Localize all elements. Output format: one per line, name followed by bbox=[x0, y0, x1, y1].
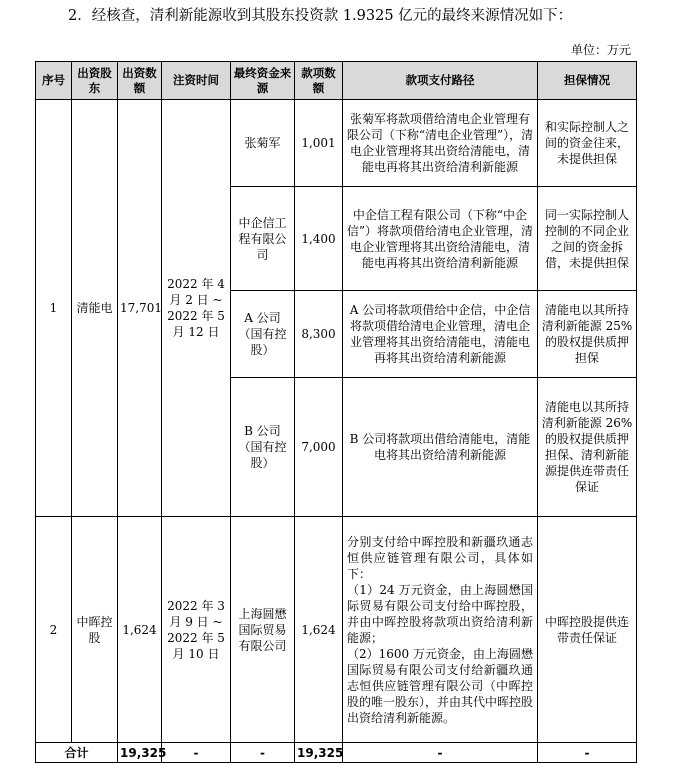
total-amount: 19,325 bbox=[118, 743, 162, 763]
total-row bbox=[36, 743, 637, 763]
fund-cell: 8,300 bbox=[295, 291, 343, 378]
table-row bbox=[36, 517, 637, 743]
guarantee-cell: 清能电以其所持清利新能源 25%的股权提供质押担保 bbox=[538, 291, 637, 378]
fund-cell: 1,624 bbox=[295, 517, 343, 743]
path-cell: A 公司将款项借给中企信，中企信将款项借给清电企业管理，清电企业管理将其出资给清能电，清能电再将其出资给清利新能源 bbox=[343, 291, 538, 378]
guarantee-cell: 同一实际控制人控制的不同企业之间的资金拆借，未提供担保 bbox=[538, 187, 637, 291]
path-cell bbox=[343, 517, 538, 743]
investor-cell: 中晖控股 bbox=[72, 517, 118, 743]
guarantee-cell: 和实际控制人之间的资金往来，未提供担保 bbox=[538, 100, 637, 187]
investor-cell: 清能电 bbox=[72, 100, 118, 517]
unit-label: 单位：万元 bbox=[570, 43, 631, 57]
header-source: 最终资金来源 bbox=[231, 62, 295, 100]
source-cell: A 公司（国有控股） bbox=[231, 291, 295, 378]
header-amount: 出资数额 bbox=[118, 62, 162, 100]
total-label: 合计 bbox=[36, 743, 118, 763]
fund-source-table bbox=[35, 61, 637, 763]
path-line: （2）1600 万元资金，由上海圆懋国际贸易有限公司支付给新疆玖通志恒供应链管理有限公司（中晖控股的唯一股东），并由其代中晖控股出资给清利新能源。 bbox=[347, 646, 534, 725]
source-cell: 中企信工程有限公司 bbox=[231, 187, 295, 291]
guarantee-cell: 清能电以其所持清利新能源 26%的股权提供质押担保、清利新能源提供连带责任保证 bbox=[538, 378, 637, 517]
time-cell: 2022 年 4 月 2 日 ~ 2022 年 5 月 12 日 bbox=[162, 100, 231, 517]
amount-cell: 17,701 bbox=[118, 100, 162, 517]
source-cell: 张菊军 bbox=[231, 100, 295, 187]
path-cell: B 公司将款项出借给清能电，清能电将其出资给清利新能源 bbox=[343, 378, 538, 517]
total-fund: 19,325 bbox=[295, 743, 343, 763]
path-cell: 中企信工程有限公司（下称“中企信”）将款项借给清电企业管理，清电企业管理将其出资给清能电，清能电再将其出资给清利新能源 bbox=[343, 187, 538, 291]
total-time: - bbox=[162, 743, 231, 763]
seq-cell: 1 bbox=[36, 100, 72, 517]
seq-cell: 2 bbox=[36, 517, 72, 743]
total-guarantee: - bbox=[538, 743, 637, 763]
path-line: 分别支付给中晖控股和新疆玖通志恒供应链管理有限公司，具体如下： bbox=[347, 534, 533, 581]
fund-cell: 1,400 bbox=[295, 187, 343, 291]
fund-cell: 1,001 bbox=[295, 100, 343, 187]
amount-cell: 1,624 bbox=[118, 517, 162, 743]
header-guarantee: 担保情况 bbox=[538, 62, 637, 100]
header-investor: 出资股东 bbox=[72, 62, 118, 100]
path-line: （1）24 万元资金，由上海圆懋国际贸易有限公司支付给中晖控股，并由中晖控股将款项出资给清利新能源； bbox=[347, 582, 533, 645]
header-row bbox=[36, 62, 637, 100]
total-source: - bbox=[231, 743, 295, 763]
total-path: - bbox=[343, 743, 538, 763]
path-cell: 张菊军将款项借给清电企业管理有限公司（下称“清电企业管理”），清电企业管理将其出资给清能电，清能电再将其出资给清利新能源 bbox=[343, 100, 538, 187]
header-time: 注资时间 bbox=[162, 62, 231, 100]
header-fund: 款项数额 bbox=[295, 62, 343, 100]
fund-cell: 7,000 bbox=[295, 378, 343, 517]
source-cell: B 公司（国有控股） bbox=[231, 378, 295, 517]
guarantee-cell: 中晖控股提供连带责任保证 bbox=[538, 517, 637, 743]
header-seq: 序号 bbox=[36, 62, 72, 100]
source-cell: 上海圆懋国际贸易有限公司 bbox=[231, 517, 295, 743]
intro-text: 2．经核查，清利新能源收到其股东投资款 1.9325 亿元的最终来源情况如下： bbox=[68, 8, 573, 24]
header-path: 款项支付路径 bbox=[343, 62, 538, 100]
table-row bbox=[36, 100, 637, 187]
time-cell: 2022 年 3 月 9 日 ~ 2022 年 5 月 10 日 bbox=[162, 517, 231, 743]
